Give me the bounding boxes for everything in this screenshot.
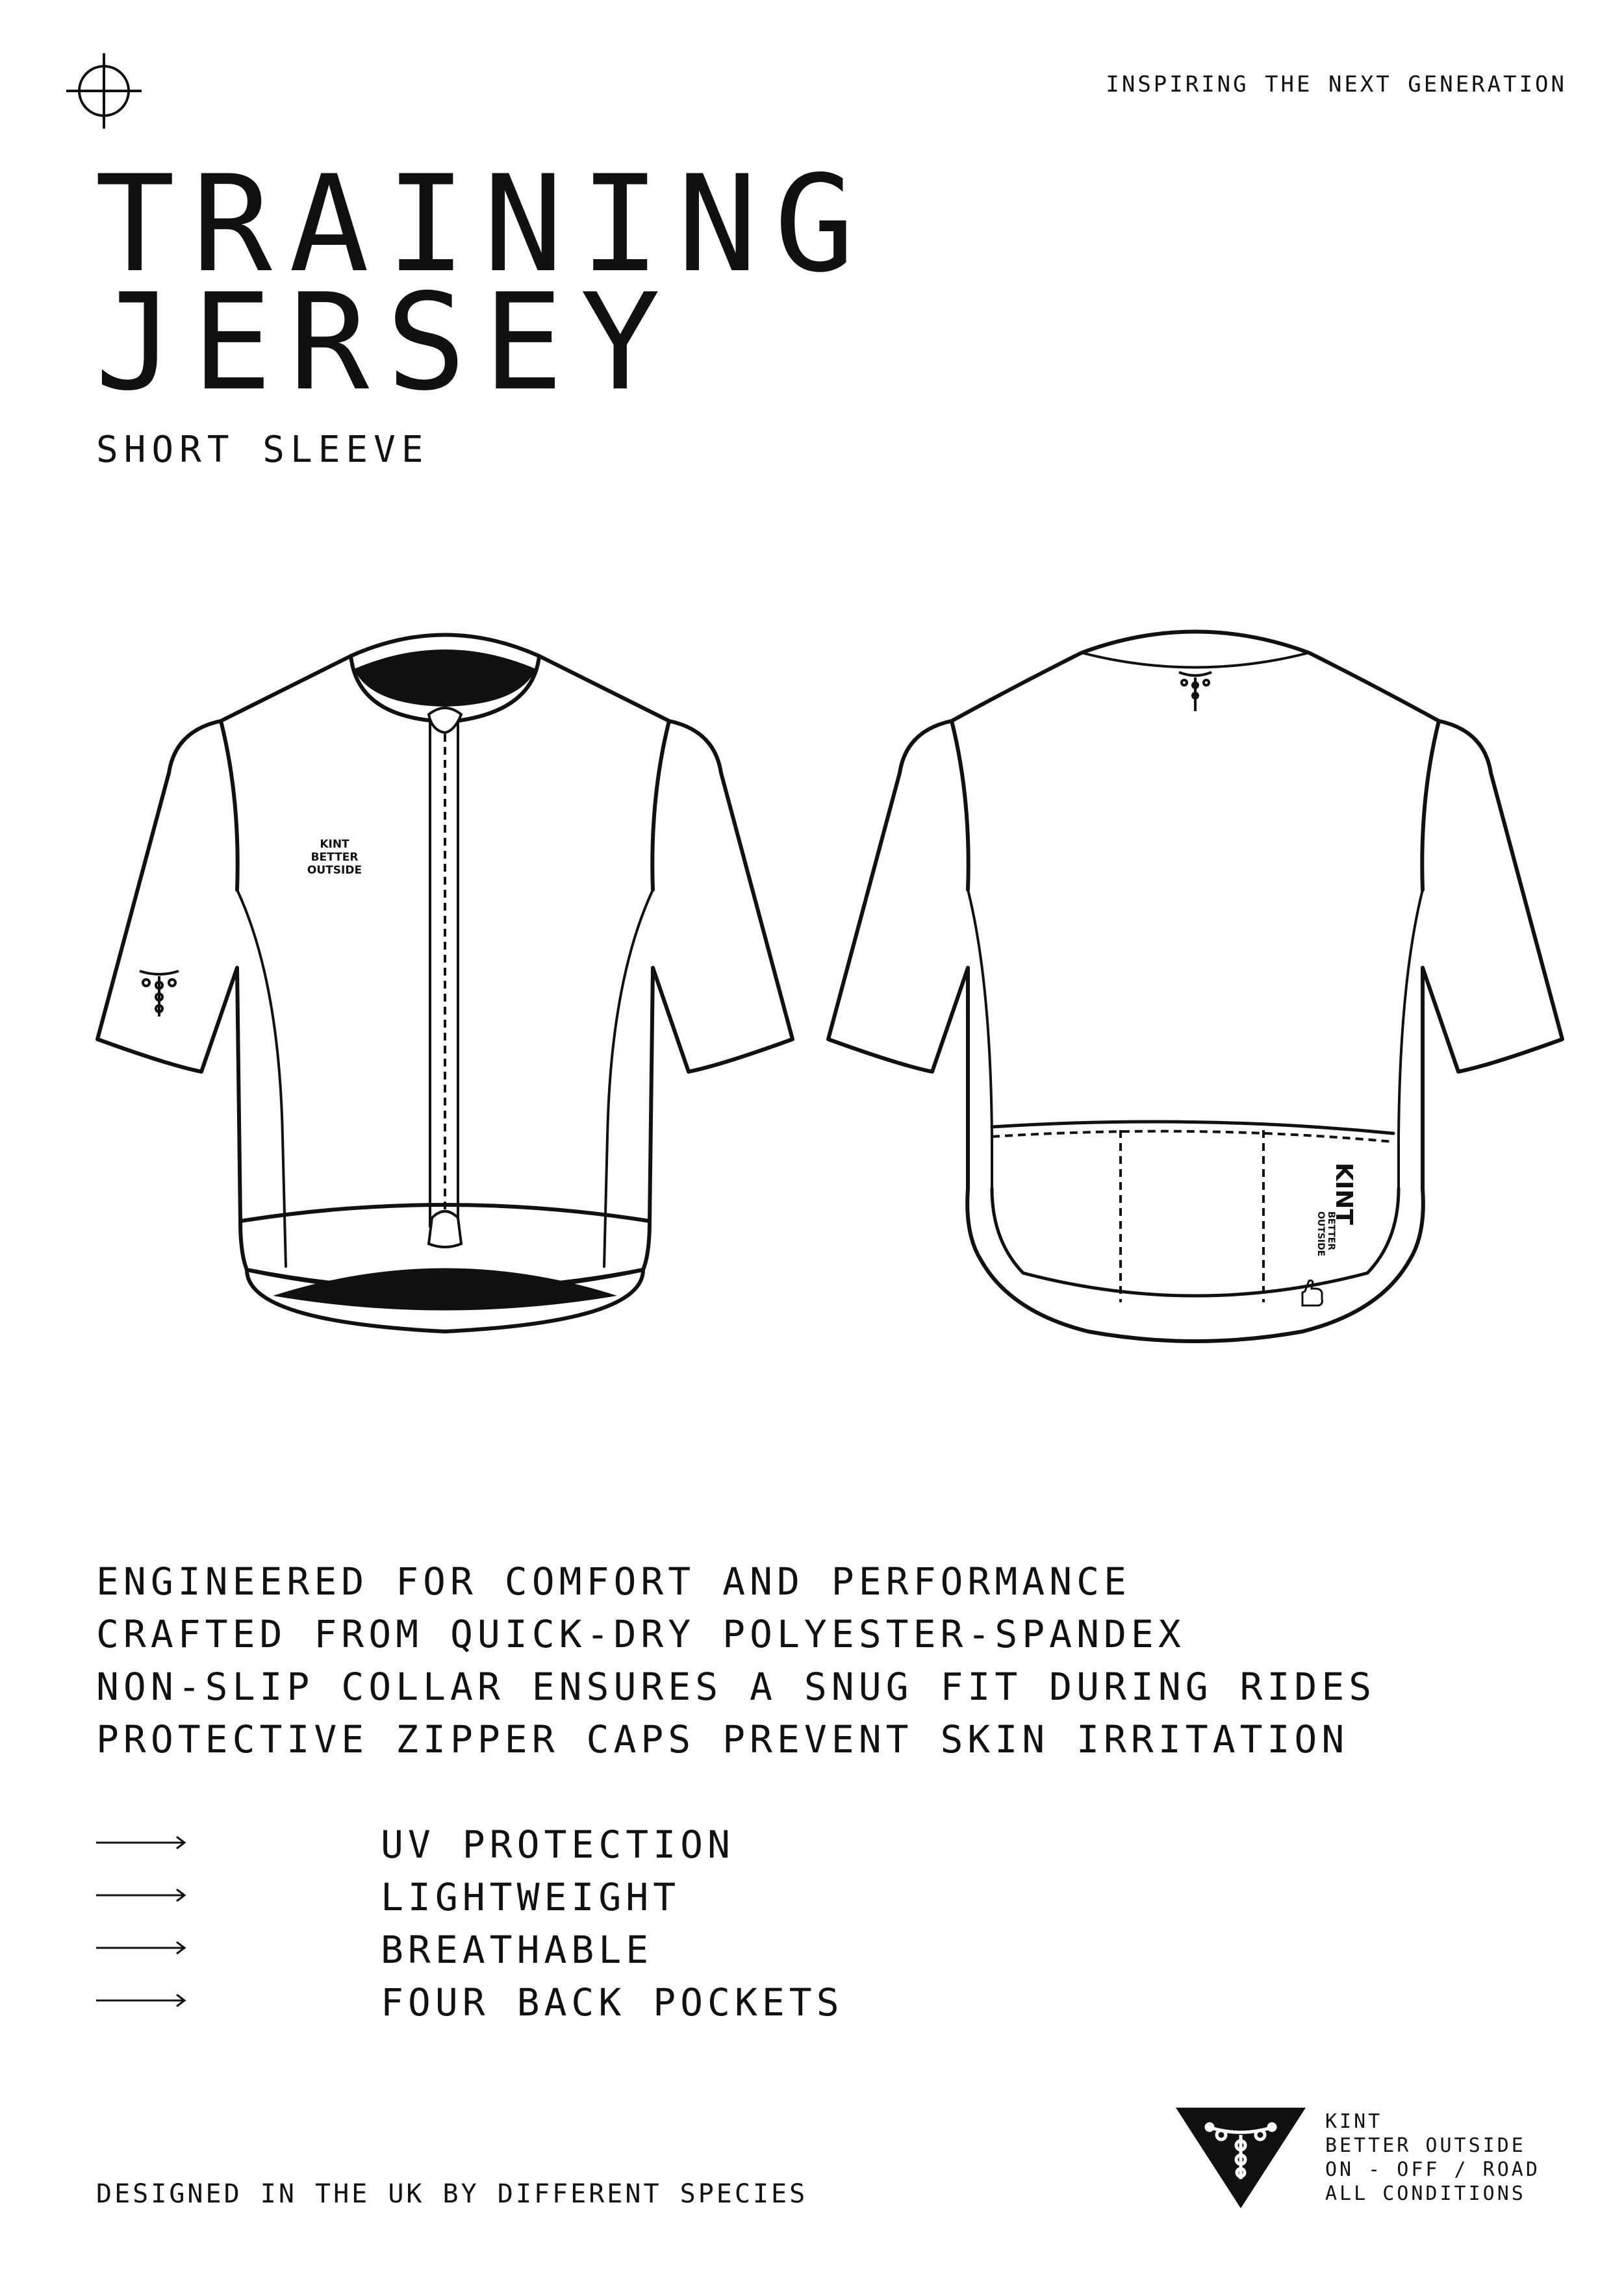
product-subtitle: SHORT SLEEVE [96,429,429,471]
brand-line: ON - OFF / ROAD [1325,2158,1540,2181]
arrow-right-icon [96,1991,187,2010]
header-tagline: INSPIRING THE NEXT GENERATION [1106,71,1567,97]
feature-line: PROTECTIVE ZIPPER CAPS PREVENT SKIN IRRITATION [96,1717,1349,1761]
front-chest-text-1: KINT [320,838,349,851]
back-pocket-tag-2: OUTSIDE [1315,1211,1326,1257]
front-chest-text-2: BETTER [311,851,359,864]
back-neck-logo-icon [1179,672,1212,711]
title-line-2: JERSEY [95,266,678,420]
feature-line: CRAFTED FROM QUICK-DRY POLYESTER-SPANDEX [96,1612,1186,1656]
arrow-right-icon [96,1886,187,1905]
front-chest-text-3: OUTSIDE [307,864,362,877]
highlight-label: UV PROTECTION [381,1823,735,1867]
product-title [95,147,872,420]
brand-line: ALL CONDITIONS [1325,2182,1526,2205]
brand-line: BETTER OUTSIDE [1325,2134,1526,2157]
back-pocket-tag-1: BETTER [1326,1211,1336,1250]
back-pocket-brand: KINT [1330,1163,1357,1225]
sleeve-logo-icon [140,971,179,1016]
highlight-label: LIGHTWEIGHT [381,1875,681,1919]
chain-tree-logo-icon [1176,2108,1306,2212]
highlight-label: BREATHABLE [381,1928,653,1972]
feature-line: NON-SLIP COLLAR ENSURES A SNUG FIT DURING RIDES [96,1665,1377,1709]
arrow-right-icon [96,1833,187,1852]
back-jersey-illustration [822,617,1569,1448]
arrow-right-icon [96,1938,187,1958]
brand-block [1325,2110,1540,2206]
front-jersey-illustration [91,617,838,1396]
designer-credit: DESIGNED IN THE UK BY DIFFERENT SPECIES [96,2179,808,2209]
crosshair-icon [65,52,143,130]
feature-list [96,1556,1376,1766]
feature-line: ENGINEERED FOR COMFORT AND PERFORMANCE [96,1559,1131,1604]
highlight-label: FOUR BACK POCKETS [381,1980,844,2025]
title-line-1: TRAINING [95,147,872,302]
brand-line: KINT [1325,2110,1383,2133]
